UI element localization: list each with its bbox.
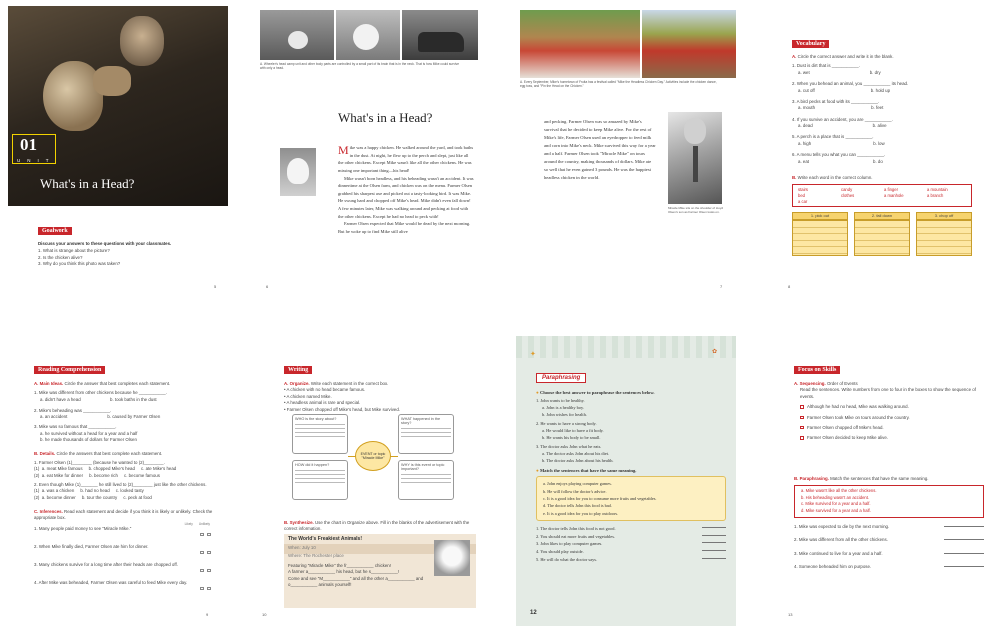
rc-a-q2-options [34,414,214,420]
fs-b-box-item: d. Mike survived for a year and a half. [801,508,871,514]
festival-photo-left [520,10,640,78]
fs-b-blank[interactable] [944,564,984,567]
vocab-q1: 1. Dust is dirt that is ___________. [792,63,860,69]
rc-a-q1-a[interactable]: a. didn't have a head [40,396,81,402]
page-number: 13 [788,612,793,617]
rc-b-text: Circle the answers that best complete each statement. [56,451,163,457]
para-q1: 1. John wants to be healthy. [536,398,585,403]
para-b-text: Match the sentences that have the same meaning. [539,468,637,474]
hen-shape-1 [288,31,308,49]
rc-c-item: 1. Many people paid money to see "Miracle Mike." [34,525,132,531]
story-body [338,144,474,236]
section-reading-comprehension: Reading Comprehension [34,366,105,374]
ad-when: When: July 10 [288,545,316,550]
para-q2-b[interactable]: b. He wants his body to be small. [542,435,601,441]
rc-b-line[interactable]: (2) a. eat Mike for dinner b. become rich c. become famous [34,472,160,478]
rc-a-q3-a[interactable]: a. he survived without a head for a year and a half [40,430,138,436]
story-continued: and pecking. Farmer Olsen was so amazed by Mike's survival that he decided to keep Mike alive. For the rest of Mike's life, Farmer Olsen used an eyedropper to feed milk and corn into Mike's neck. Mike survived this way for a year and a half. Farmer Olsen took "Miracle Mike" on tours around the country, making thousands of dollars. Mike ate so well that he even gained 3 pounds. He was the happiest headless chicken in the world. [544,119,656,181]
vocab-a-instruction [792,54,972,60]
fs-b-blank[interactable] [944,551,984,554]
page-number: 10 [262,612,267,617]
rc-a-q3: 3. Mike was so famous that ___________. [34,424,117,430]
rc-c-row [34,562,214,580]
vocab-q6-a[interactable]: a. eat [798,158,809,164]
wr-b-text: Use the chart in Organize above. Fill in the blanks of the advertisement with the correct information. [284,520,470,532]
vocab-q2: 2. When you behead an animal, you ___________ its head. [792,81,909,87]
para-q2-a[interactable]: a. He would like to have a fit body. [542,428,604,434]
wr-a-item: • A chicken named Mike. [284,393,332,399]
olsen-face [684,118,706,144]
column-fall-down-lines[interactable] [854,220,910,256]
para-q1-a[interactable]: a. John is a healthy boy. [542,405,585,411]
fs-a-item [794,435,984,441]
word-bank-item: a mountain [927,187,948,193]
advertisement [284,534,476,608]
vocab-q3-a[interactable]: a. mouth [798,105,816,111]
vocab-b-instruction [792,175,972,181]
face-shape [120,16,164,66]
unit-label: UNIT [17,158,56,163]
page-13 [770,336,990,626]
truck-shape [418,32,464,52]
likely-checkbox[interactable] [200,569,204,573]
hand-shape [93,66,131,96]
sequence-box[interactable] [800,405,804,409]
fs-a-item [794,415,984,421]
fs-a-text-item: Farmer Olsen chopped off Mike's head. [807,424,884,430]
fs-b-text: Match the sentences that have the same meaning. [830,475,929,481]
fs-a-head: A. Sequencing. [794,381,826,386]
match-item: 5. He will do what the doctor says. [536,556,598,562]
column-pick-out-lines[interactable] [792,220,848,256]
goalwork-q2: 2. Is the chicken alive? [38,254,83,260]
para-q3: 3. The doctor asks John what he eats. [536,444,602,450]
rc-a-head: A. Main Ideas. [34,381,64,386]
ad-title: The World's Freakiest Animals! [288,536,362,542]
word-bank-item: bed [798,193,805,199]
rc-c-col-likely: Likely [184,521,193,526]
organizer-center [355,441,391,471]
wr-a-item: • A chicken with no head became famous. [284,387,366,393]
column-pick-out-label: 1. pick out [792,212,848,220]
fs-b-row [794,564,984,570]
likely-checkbox[interactable] [200,533,204,537]
rc-c-col-unlikely: Unlikely [198,521,210,526]
rc-c-head: C. Inferences. [34,509,63,514]
word-bank-item: a car [798,199,808,205]
match-box-item: d. The doctor tells John this food is bad. [543,503,612,509]
rc-b-line: 2. Even though Mike (1)_______ he still lived to (2)________ just like the other chickens. [34,481,207,487]
story-title: What's in a Head? [338,110,433,125]
fs-b-item: 1. Mike was expected to die by the next morning. [794,523,890,529]
para-a-text: Choose the best answer to paraphrase the sentences below. [539,390,655,395]
ad-line[interactable]: Come and see "M___________" and all the other a___________ and [288,575,424,581]
rc-b-head: B. Details. [34,451,56,457]
para-q3-a[interactable]: a. The doctor asks John about his diet. [542,451,610,457]
rc-b-line[interactable]: (2) a. become dinner b. tour the country c. peck at food [34,494,152,500]
fs-a-text-item: Farmer Olsen took Mike on tours around the country. [807,414,910,420]
para-q1-b[interactable]: b. John wishes for health. [542,412,587,418]
fs-a-text: Read the sentences. Write numbers from one to four in the boxes to show the sequence of events. [800,387,976,399]
chicken-inset-bird [287,158,309,184]
photo-caption: A. Wheeler's head camp unit and other body parts are controlled by a small part of its brain that is in the neck. That is how Mike could survive with only a head. [260,62,459,71]
wr-a-item: • A headless animal is rare and special. [284,400,361,406]
fs-b-item: 4. Someone beheaded him on purpose. [794,564,872,569]
sequence-box[interactable] [800,416,804,420]
how-box[interactable] [292,460,348,500]
who-box[interactable] [292,414,348,454]
match-item: 2. You should eat more fruits and vegetables. [536,533,616,539]
match-blank[interactable] [702,525,726,528]
column-chop-off-lines[interactable] [916,220,972,256]
fs-a-item [794,404,984,410]
unlikely-checkbox[interactable] [207,551,211,555]
page-6 [258,6,478,296]
ad-where: Where: The Rochester place [288,553,344,559]
vocab-q6-b[interactable]: b. do [873,158,883,164]
fs-b-item: 2. Mike was different from all the other chickens. [794,537,888,543]
unlikely-checkbox[interactable] [207,587,211,591]
vocab-q3: 3. A bird pecks at food with its ___________. [792,98,880,104]
fs-a-text-item: Although he had no head, Mike was walking around. [807,404,909,410]
match-item: 1. The doctor tells John this food is not good. [536,525,616,531]
match-row [536,533,726,541]
goalwork-q3: 3. Why do you think this photo was taken? [38,261,121,267]
story-para-3: Farmer Olsen expected that Mike would be dead by the next morning. But he woke up to find Mike still alive [338,221,471,235]
wr-a-head: A. Organize. [284,381,310,386]
rc-c-row [34,580,214,598]
what-label: WHAT happened in the story? [401,417,441,425]
rc-a-q1: 1. Mike was different from other chickens because he ___________. [34,390,167,396]
rc-a-q2-b[interactable]: b. caused by Farmer Olsen [107,413,161,419]
match-box-item: a. John enjoys playing computer games. [543,481,612,487]
fs-b-row [794,551,984,557]
fs-b-row [794,537,984,543]
column-pick-out [792,212,848,256]
festival-photo-right [642,10,736,78]
vocab-q2-b[interactable]: b. hold up [870,87,891,93]
story-para-1: ike was a happy chicken. He walked around the yard, and took baths in the dust. At night, he flew up to the perch and slept, just like all the other chickens. Except Mike wasn't like all the other chickens. He was missing one important thing—his head! [338,145,474,173]
section-vocabulary: Vocabulary [792,40,829,48]
vocab-q5-a[interactable]: a. high [798,140,812,146]
rc-b-line[interactable]: (1) a. was a chicken b. had no head c. looked tasty [34,488,144,494]
vocab-q1-b[interactable]: b. dry [869,69,881,75]
ad-chicken-photo [434,540,470,576]
vocab-q4: 4. If you survive an accident, you are ___________. [792,116,893,122]
column-chop-off [916,212,972,256]
page-9 [8,336,228,626]
vocab-b-text: Write each word in the correct column. [797,174,873,180]
rc-c-row [34,526,214,544]
rc-b-instruction [34,451,214,457]
match-box [536,476,726,520]
why-box[interactable] [398,460,454,500]
why-label: WHY is this event or topic important? [401,463,445,471]
organizer-center-label: EVENT or topic "Miracle Mike" [360,452,386,460]
fs-b-box [794,485,984,518]
what-box[interactable] [398,414,454,454]
rc-a-q2: 2. Mike's beheading was ___________. [34,407,112,413]
vocab-q3-b[interactable]: b. feet [871,105,884,111]
word-bank-item: stairs [798,187,809,193]
fs-a-text-item: Farmer Olsen decided to keep Mike alive. [807,435,889,441]
fs-b-row [794,524,984,530]
wr-b-head: B. Synthesize. [284,520,314,525]
rc-a-q1-b[interactable]: b. took baths in the dust [110,396,157,402]
fs-b-item: 3. Mike continued to live for a year and a half. [794,550,883,556]
word-bank-item: a branch [927,193,944,199]
match-item: 3. John likes to play computer games. [536,541,603,547]
section-goalwork: Goalwork [38,227,72,235]
rc-c-item: 4. After Mike was beheaded, Farmer Olsen was careful to feed Mike every day. [34,579,188,585]
vocab-items [792,63,972,165]
wr-a-text: Write each statement in the correct box. [310,381,389,386]
word-bank-item: a finger [884,187,898,193]
wr-b-instruction [284,520,474,533]
page-8 [770,6,990,296]
fs-b-blank[interactable] [944,537,984,540]
story-para-2: Mike wasn't born headless, and his beheading wasn't an accident. It was dinnertime at the Olsen farm, and chicken was on the menu. Farmer Olsen grabbed his sharpest axe and picked out a tasty-looking bird. It was Mike. He swung hard and chopped off Mike's head. Mike didn't even fall down! A few minutes later, Mike was walking around and pecking at food with the other chickens. Except he had no head to peck with! [338,175,474,219]
fs-b-head: B. Paraphrasing. [794,475,829,481]
vocab-a-label: A. [792,54,797,59]
fs-b-box-item: a. Mike wasn't like all the other chickens. [801,488,877,493]
vocab-b-label: B. [792,174,797,180]
rc-a-instruction [34,381,214,387]
page-number: 8 [788,284,791,289]
vocab-q6-options [792,159,972,165]
sequence-box[interactable] [800,426,804,430]
rc-c-instruction [34,509,214,522]
word-bank-item: a manhole [884,193,904,199]
unit-number: 01 [20,135,37,154]
festival-caption: A. Every September, Mike's hometown of Fruita has a festival called "Mike the Headless Chicken Day." Activities include the chicken dance, egg toss, and "Pin the Head on the Chicken." [520,80,717,89]
rc-c-item: 2. When Mike finally died, Farmer Olsen ate him for dinner. [34,543,149,549]
unlikely-checkbox[interactable] [207,569,211,573]
drop-cap: M [338,143,349,157]
ad-line[interactable]: o___________ animals yourself! [288,581,352,587]
goalwork-q1: 1. What is strange about the picture? [38,248,110,254]
word-bank-item: candy [841,187,853,193]
star-icon: ✿ [712,349,718,355]
match-row [536,548,726,556]
olsen-tie [693,146,698,182]
how-label: HOW did it happen? [295,463,330,467]
column-fall-down [854,212,910,256]
match-blank[interactable] [702,540,726,543]
fs-b-blank[interactable] [944,524,984,527]
match-row [536,540,726,548]
fs-b-instruction [794,476,984,482]
fs-b-box-item: b. His beheading wasn't an accident. [801,494,870,500]
vocab-q5: 5. A perch is a place that is ___________. [792,134,874,140]
rc-c-row [34,544,214,562]
page-7 [518,6,738,296]
page-number: 6 [266,284,269,289]
who-label: WHO is the story about? [295,417,337,421]
vocab-q5-options [792,141,972,147]
sequence-box[interactable] [800,436,804,440]
word-bank-item: clothes [841,193,855,199]
match-blank[interactable] [702,533,726,536]
para-q2: 2. He wants to have a strong body. [536,421,597,427]
rc-a-q3-b[interactable]: b. he made thousands of dollars for Farmer Olsen [40,437,137,442]
column-fall-down-label: 2. fall down [854,212,910,220]
vocab-q4-options [792,123,972,129]
match-row [536,556,726,564]
section-focus-on-skills: Focus on Skills [794,366,840,374]
rc-a-text: Circle the answer that best completes each statement. [64,381,171,386]
vocab-q3-options [792,105,972,111]
match-list [536,525,726,564]
word-bank [792,184,972,207]
unit-title: What's in a Head? [40,176,135,191]
ad-line[interactable]: A farmer a___________ his head, but he s___________! [288,569,400,575]
vocab-a-text: Circle the correct answer and write it in the blank. [797,54,894,59]
likely-checkbox[interactable] [200,551,204,555]
page-number: 12 [530,610,537,616]
rc-b-line: 1. Farmer Olsen (1)________ (because he wanted to (2)________. [34,459,165,465]
vocab-q1-options [792,70,972,76]
section-paraphrasing: Paraphrasing [536,373,586,383]
star-icon: ✦ [530,351,536,358]
para-group [536,397,726,464]
rc-c-text: Read each statement and decide if you think it is likely or unlikely. Check the appropriate box. [34,509,213,521]
para-q3-b[interactable]: b. The doctor asks John about his health. [542,458,614,464]
page-12 [516,336,736,626]
vocab-q6: 6. A menu tells you what you can ___________. [792,152,886,158]
fs-a-item [794,425,984,431]
para-b-instruction: ● Match the sentences that have the same meaning. [536,468,637,474]
rc-c-item: 3. Many chickens survive for a long time after their heads are chopped off. [34,561,178,567]
page-5 [8,6,228,296]
para-a-instruction: ● Choose the best answer to paraphrase the sentences below. [536,390,655,395]
match-row [536,525,726,533]
rc-a-q2-a[interactable]: a. an accident [40,413,68,419]
vocab-q2-a[interactable]: a. cut off [798,87,815,93]
vocab-q5-b[interactable]: b. low [873,140,885,146]
vocab-q1-a[interactable]: a. wet [798,69,810,75]
column-row [792,212,972,256]
vocab-q4-b[interactable]: b. alive [872,123,887,128]
hen-shape-2 [353,24,379,50]
olsen-caption: Miracle Mike sits on the shoulder of Lloyd Olsen's son as Farmer Olsen looks on. [668,206,724,215]
vocab-q4-a[interactable]: a. dead [798,123,813,128]
match-box-item: b. He will follow the doctor's advice. [543,488,607,494]
likely-checkbox[interactable] [200,587,204,591]
match-box-item: c. It is a good idea for you to consume more fruits and vegetables. [543,496,657,502]
match-box-item: e. It is a good idea for you to play outdoors. [543,510,619,516]
rc-b-line[interactable]: (1) a. meat Mike famous b. chopped Mike's head c. ate Mike's head [34,466,177,472]
goalwork-instruction: Discuss your answers to these questions with your classmates. [38,241,172,246]
match-item: 4. You should play outside. [536,549,584,555]
page-10 [258,336,478,626]
column-chop-off-label: 3. chop off [916,212,972,220]
match-blank[interactable] [702,556,726,559]
fs-a-sub: Order of Events [826,381,858,386]
page-number: 7 [720,284,723,289]
wr-a-item: • Farmer Olsen chopped off Mike's head, but Mike survived. [284,406,401,412]
section-writing: Writing [284,366,312,374]
match-blank[interactable] [702,548,726,551]
fs-b-box-item: c. Mike survived for a year and a half. [801,501,871,507]
wave-border [516,336,736,358]
unlikely-checkbox[interactable] [207,533,211,537]
ad-line[interactable]: Featuring "Miracle Mike" the fr___________ chicken! [288,562,391,568]
page-number: 9 [206,612,209,617]
vocab-q2-options [792,88,972,94]
page-number: 5 [214,284,217,289]
